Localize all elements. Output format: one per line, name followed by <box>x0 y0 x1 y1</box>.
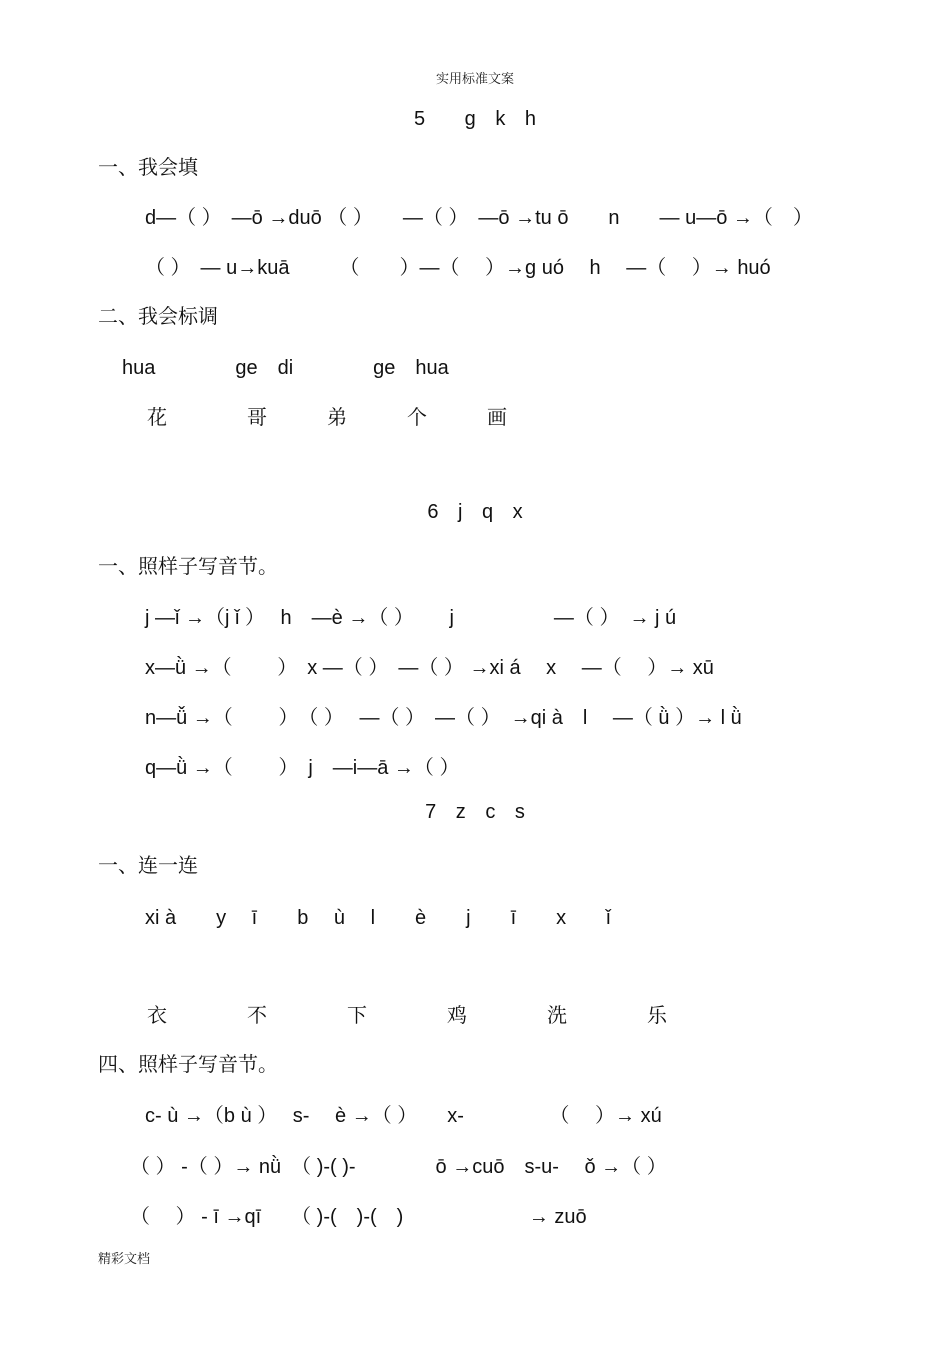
lesson-6-row-4: q—ǜ →（ ） j —i—ā →（ ） <box>145 757 460 779</box>
page-header: 实用标准文案 <box>435 72 514 87</box>
lesson-6-row-1: j —ǐ →（j ǐ ） h —è →（ ） j —（ ） → j ú <box>145 607 677 629</box>
lesson-5-pinyin-row: hua ge di ge hua <box>122 357 449 379</box>
lesson-6-title: 6 j q x <box>427 501 523 523</box>
lesson-5-section-tone: 二、我会标调 <box>98 304 218 328</box>
lesson-7-section-match: 一、连一连 <box>98 853 198 877</box>
lesson-7-section-syllables: 四、照样子写音节。 <box>98 1052 278 1076</box>
lesson-7-title: 7 z c s <box>425 801 525 823</box>
lesson-5-fill-row-1: d—（ ） —ō →duō （ ） —（ ） —ō →tu ō n — u—ō →（ ） <box>145 207 813 229</box>
lesson-5-fill-row-2: （ ） — u→kuā （ ）—（ ）→g uó h —（ ）→ huó <box>145 257 771 279</box>
lesson-7-pinyin-row: xi à y ī b ù l è j ī x ǐ <box>145 907 611 929</box>
lesson-7-row-1: c- ù →（b ù ） s- è →（ ） x- （ ）→ xú <box>145 1105 662 1127</box>
lesson-7-hanzi-row: 衣 不 下 鸡 洗 乐 <box>147 1003 667 1027</box>
lesson-5-section-fill: 一、我会填 <box>98 155 198 179</box>
lesson-7-row-3: （ ） - ī →qī （ )-( )-( ) → zuō <box>130 1206 587 1228</box>
lesson-6-section-syllables: 一、照样子写音节。 <box>98 554 278 578</box>
lesson-6-row-2: x—ǜ →（ ） x —（ ） —（ ） →xi á x —（ ）→ xū <box>145 657 714 679</box>
lesson-6-row-3: n—ǚ →（ ） （ ） —（ ） —（ ） →qi à l —（ ǜ ）→ l ǜ <box>145 707 742 729</box>
lesson-5-title: 5 g k h <box>413 108 537 130</box>
lesson-7-row-2: （ ） -（ ）→ nǜ （ )-( )- ō →cuō s-u- ǒ →（ ） <box>130 1156 667 1178</box>
lesson-5-hanzi-row: 花 哥 弟 个 画 <box>147 405 507 429</box>
page-footer: 精彩文档 <box>98 1252 151 1267</box>
